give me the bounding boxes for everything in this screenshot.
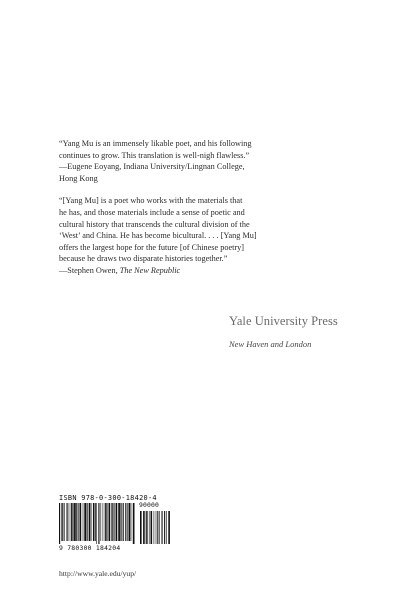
barcode-addon-digits: 90000: [139, 501, 159, 509]
blurb-line: “[Yang Mu] is a poet who works with the materials that: [59, 196, 243, 206]
barcode-digits: 9 780300 184204: [59, 544, 121, 552]
publisher-cities: New Haven and London: [229, 339, 312, 349]
blurb-line: offers the largest hope for the future [of Chinese poetry]: [59, 242, 245, 252]
blurb-attribution: Hong Kong: [59, 173, 98, 183]
blurb-line: “Yang Mu is an immensely likable poet, and his following: [59, 139, 252, 148]
blurb-line: continues to grow. This translation is well-nigh flawless.”: [59, 150, 250, 160]
isbn-barcode: [59, 494, 171, 562]
praise-blurbs: [59, 138, 359, 288]
attribution-publication: The New Republic: [119, 265, 181, 275]
barcode-bars-icon: [59, 503, 171, 545]
blurb-line: cultural history that transcends the cultural division of the: [59, 219, 250, 229]
blurb-eoyang: [59, 138, 359, 184]
publisher-name: Yale University Press: [229, 314, 338, 328]
publisher-url: http://www.yale.edu/yup/: [59, 569, 137, 578]
blurb-line: because he draws two disparate histories together.”: [59, 254, 228, 264]
blurb-attribution: —Eugene Eoyang, Indiana University/Lingnan College,: [59, 162, 245, 172]
blurb-line: ‘West’ and China. He has become bicultural. . . . [Yang Mu]: [59, 231, 257, 241]
publisher-imprint: [229, 314, 389, 349]
blurb-line: he has, and those materials include a sense of poetic and: [59, 207, 245, 217]
blurb-owen: [59, 195, 359, 276]
isbn-label: ISBN 978-0-300-18420-4: [59, 494, 157, 502]
attribution-name: —Stephen Owen,: [59, 265, 120, 275]
blurb-attribution: [59, 265, 359, 277]
